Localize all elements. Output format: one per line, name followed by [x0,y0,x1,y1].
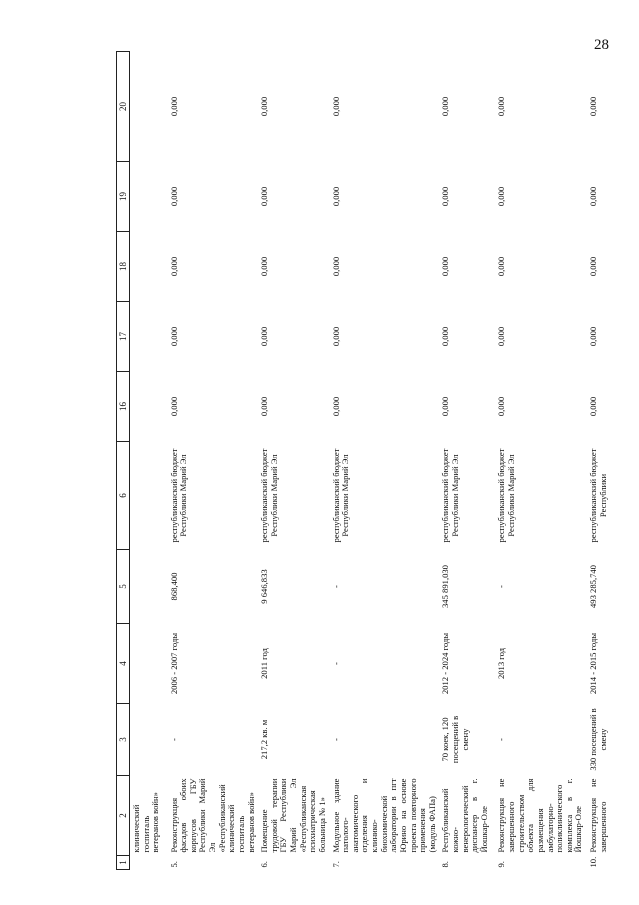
object-name: Модульное здание патолого-анатомического отделения и клинико-биохимической лаборатории в пгт Юрино на основе проекта повторного применения (модуль ФАПа) [330,778,437,853]
header-cell: 4 [117,624,130,704]
value-20: 0,000 [496,96,507,117]
header-row [117,52,130,870]
table-row [439,52,495,870]
value-17: 0,000 [496,326,507,347]
value-17: 0,000 [588,326,599,347]
header-cell: 16 [117,372,130,442]
value-19: 0,000 [496,186,507,207]
object-name: Республиканский кожно-венерологический диспансер в г. Йошкар-Оле [440,778,489,853]
header-cell: 17 [117,302,130,372]
header-cell: 18 [117,232,130,302]
value-18: 0,000 [496,256,507,277]
funding-source: республиканский бюджет Республики [588,448,608,543]
object-name: Реконструкция не завершенного [588,778,608,853]
period: 2013 год [496,647,507,680]
value-16: 0,000 [168,396,179,417]
object-name: Помещение трудовой терапии ГБУ Республики Марий Эл «Республиканская психиатрическая больница № 1» [259,778,327,853]
value-17: 0,000 [330,326,341,347]
period: 2011 год [259,648,270,679]
funding-source: республиканский бюджет Республики Марий Эл [330,448,351,543]
period: 2012 - 2024 годы [440,632,451,695]
object-name: Реконструкция не завершенного строительством объекта для размещения амбулаторно-поликлинического комплекса в г. Йошкар-Оле [496,778,584,853]
value-18: 0,000 [440,256,451,277]
value-16: 0,000 [330,396,341,417]
period: 2014 - 2015 годы [588,632,599,695]
value-17: 0,000 [259,326,270,347]
value-19: 0,000 [168,186,179,207]
capacity: 217,2 кв. м [259,719,270,760]
row-number: 10. [588,856,599,868]
value-18: 0,000 [330,256,341,277]
table-row [168,52,259,870]
cost: 9 646,833 [259,569,270,604]
table-row [258,52,329,870]
value-18: 0,000 [588,256,599,277]
expenditure-table [116,51,631,870]
cost: - [330,585,341,588]
row-number: 5. [168,861,179,868]
funding-source: республиканский бюджет Республики Марий Эл [440,448,460,543]
capacity: 330 посещений в смену [588,708,608,771]
funding-source: республиканский бюджет Республики Марий Эл [496,448,516,543]
cost: - [496,585,507,588]
header-cell: 2 [117,776,130,856]
continuation-text: клинический госпиталь ветеранов войн» [131,792,161,853]
capacity: 70 коек, 120 посещений в смену [440,715,470,764]
cost: 868,400 [168,572,179,601]
value-18: 0,000 [259,256,270,277]
value-16: 0,000 [588,396,599,417]
value-16: 0,000 [440,396,451,417]
cost: 493 285,740 [588,565,599,608]
value-17: 0,000 [440,326,451,347]
value-19: 0,000 [440,186,451,207]
page-number: 28 [594,37,609,53]
value-16: 0,000 [259,396,270,417]
row-number: 7. [330,861,341,868]
period: 2006 - 2007 годы [168,632,179,695]
cost: 345 891,030 [440,565,451,608]
header-cell: 19 [117,162,130,232]
capacity: - [496,738,507,741]
row-number: 8. [440,861,451,868]
value-20: 0,000 [330,96,341,117]
object-name: Реконструкция фасадов обоих корпусов ГБУ Республики Марий Эл «Республиканский клинический госпиталь ветеранов войн» [168,778,256,853]
value-20: 0,000 [588,96,599,117]
funding-source: республиканский бюджет Республики Марий Эл [259,448,279,543]
rotated-table-container [116,52,630,870]
period: - [330,662,341,665]
header-cell: 5 [117,550,130,624]
capacity: - [168,738,179,741]
header-cell: 1 [117,856,130,870]
value-17: 0,000 [168,326,179,347]
table-row [587,52,631,870]
header-cell: 6 [117,442,130,550]
row-number: 9. [496,861,507,868]
value-19: 0,000 [330,186,341,207]
table-row [495,52,587,870]
value-18: 0,000 [168,256,179,277]
value-19: 0,000 [259,186,270,207]
header-cell: 3 [117,704,130,776]
capacity: - [330,738,341,741]
value-16: 0,000 [496,396,507,417]
funding-source: республиканский бюджет Республики Марий Эл [168,448,189,543]
continuation-row [130,52,168,870]
value-20: 0,000 [440,96,451,117]
value-19: 0,000 [588,186,599,207]
header-cell: 20 [117,52,130,162]
value-20: 0,000 [259,96,270,117]
value-20: 0,000 [168,96,179,117]
table-row [330,52,440,870]
row-number: 6. [259,861,270,868]
